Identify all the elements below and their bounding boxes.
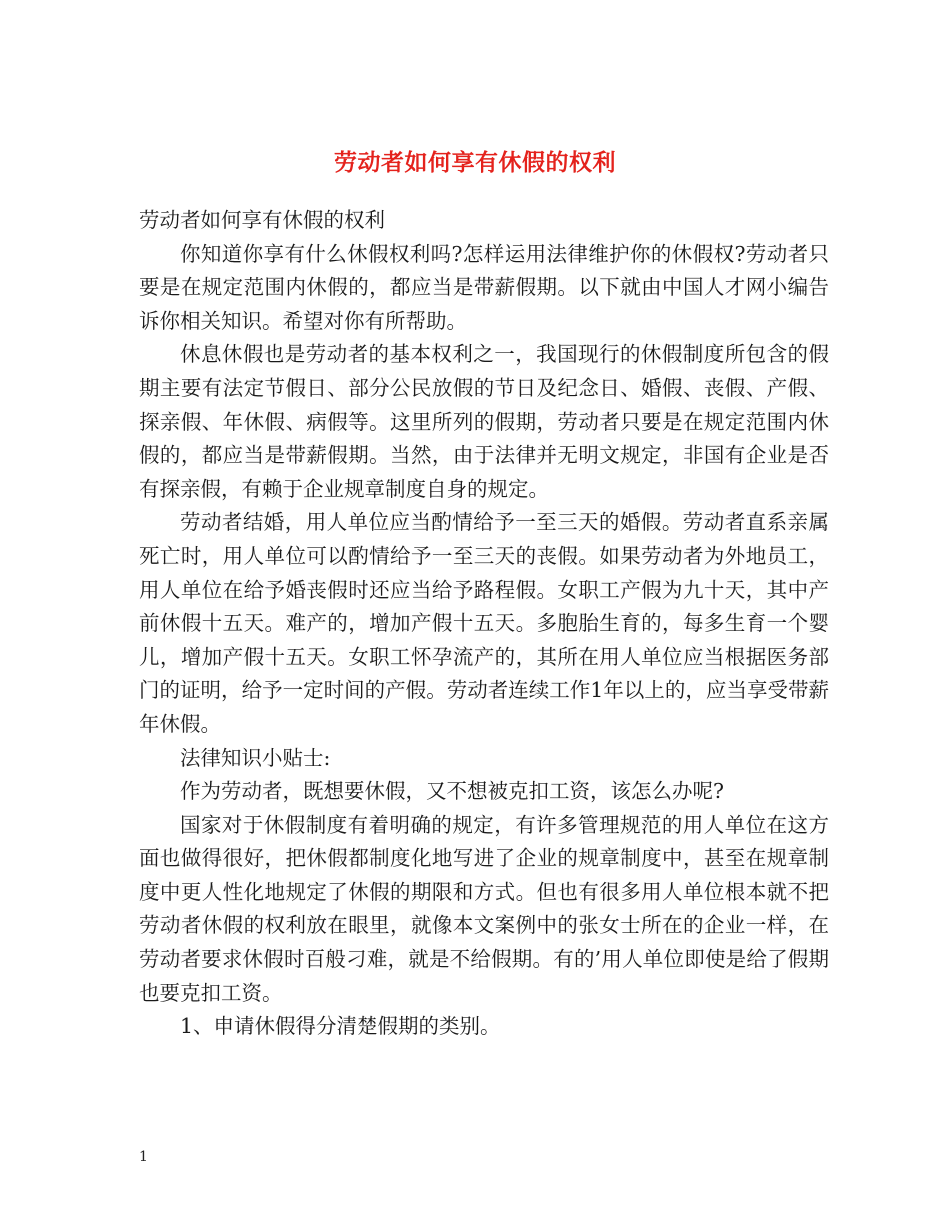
rest-rights-paragraph: 休息休假也是劳动者的基本权利之一，我国现行的休假制度所包含的假期主要有法定节假日、部分公民放假的节日及纪念日、婚假、丧假、产假、探亲假、年休假、病假等。这里所列的假期，劳动者只要是在规定范围内休假的，都应当是带薪假期。当然，由于法律并无明文规定，非国有企业是否有探亲假，有赖于企业规章制度自身的规定。 xyxy=(139,342,829,501)
tips-heading: 法律知识小贴士: xyxy=(180,745,331,770)
page-number: 1 xyxy=(139,1149,148,1165)
leave-types-paragraph: 劳动者结婚，用人单位应当酌情给予一至三天的婚假。劳动者直系亲属死亡时，用人单位可以酌情给予一至三天的丧假。如果劳动者为外地员工，用人单位在给予婚丧假时还应当给予路程假。女职工产假为九十天，其中产前休假十五天。难产的，增加产假十五天。多胞胎生育的，每多生育一个婴儿，增加产假十五天。女职工怀孕流产的，其所在用人单位应当根据医务部门的证明，给予一定时间的产假。劳动者连续工作1年以上的，应当享受带薪年休假。 xyxy=(139,510,829,736)
document-body xyxy=(139,204,829,1044)
subtitle-paragraph: 劳动者如何享有休假的权利 xyxy=(139,208,385,232)
question-paragraph: 作为劳动者，既想要休假，又不想被克扣工资，该怎么办呢? xyxy=(180,779,724,804)
page-title: 劳动者如何享有休假的权利 xyxy=(334,149,616,177)
intro-paragraph: 你知道你享有什么休假权利吗?怎样运用法律维护你的休假权?劳动者只要是在规定范围内休假的，都应当是带薪假期。以下就由中国人才网小编告诉你相关知识。希望对你有所帮助。 xyxy=(139,241,829,333)
step-one-paragraph: 1、申请休假得分清楚假期的类别。 xyxy=(180,1014,501,1039)
regulations-paragraph: 国家对于休假制度有着明确的规定，有许多管理规范的用人单位在这方面也做得很好，把休假都制度化地写进了企业的规章制度中，甚至在规章制度中更人性化地规定了休假的期限和方式。但也有很多用人单位根本就不把劳动者休假的权利放在眼里，就像本文案例中的张女士所在的企业一样，在劳动者要求休假时百般刁难，就是不给假期。有的’用人单位即使是给了假期也要克扣工资。 xyxy=(139,812,829,1005)
